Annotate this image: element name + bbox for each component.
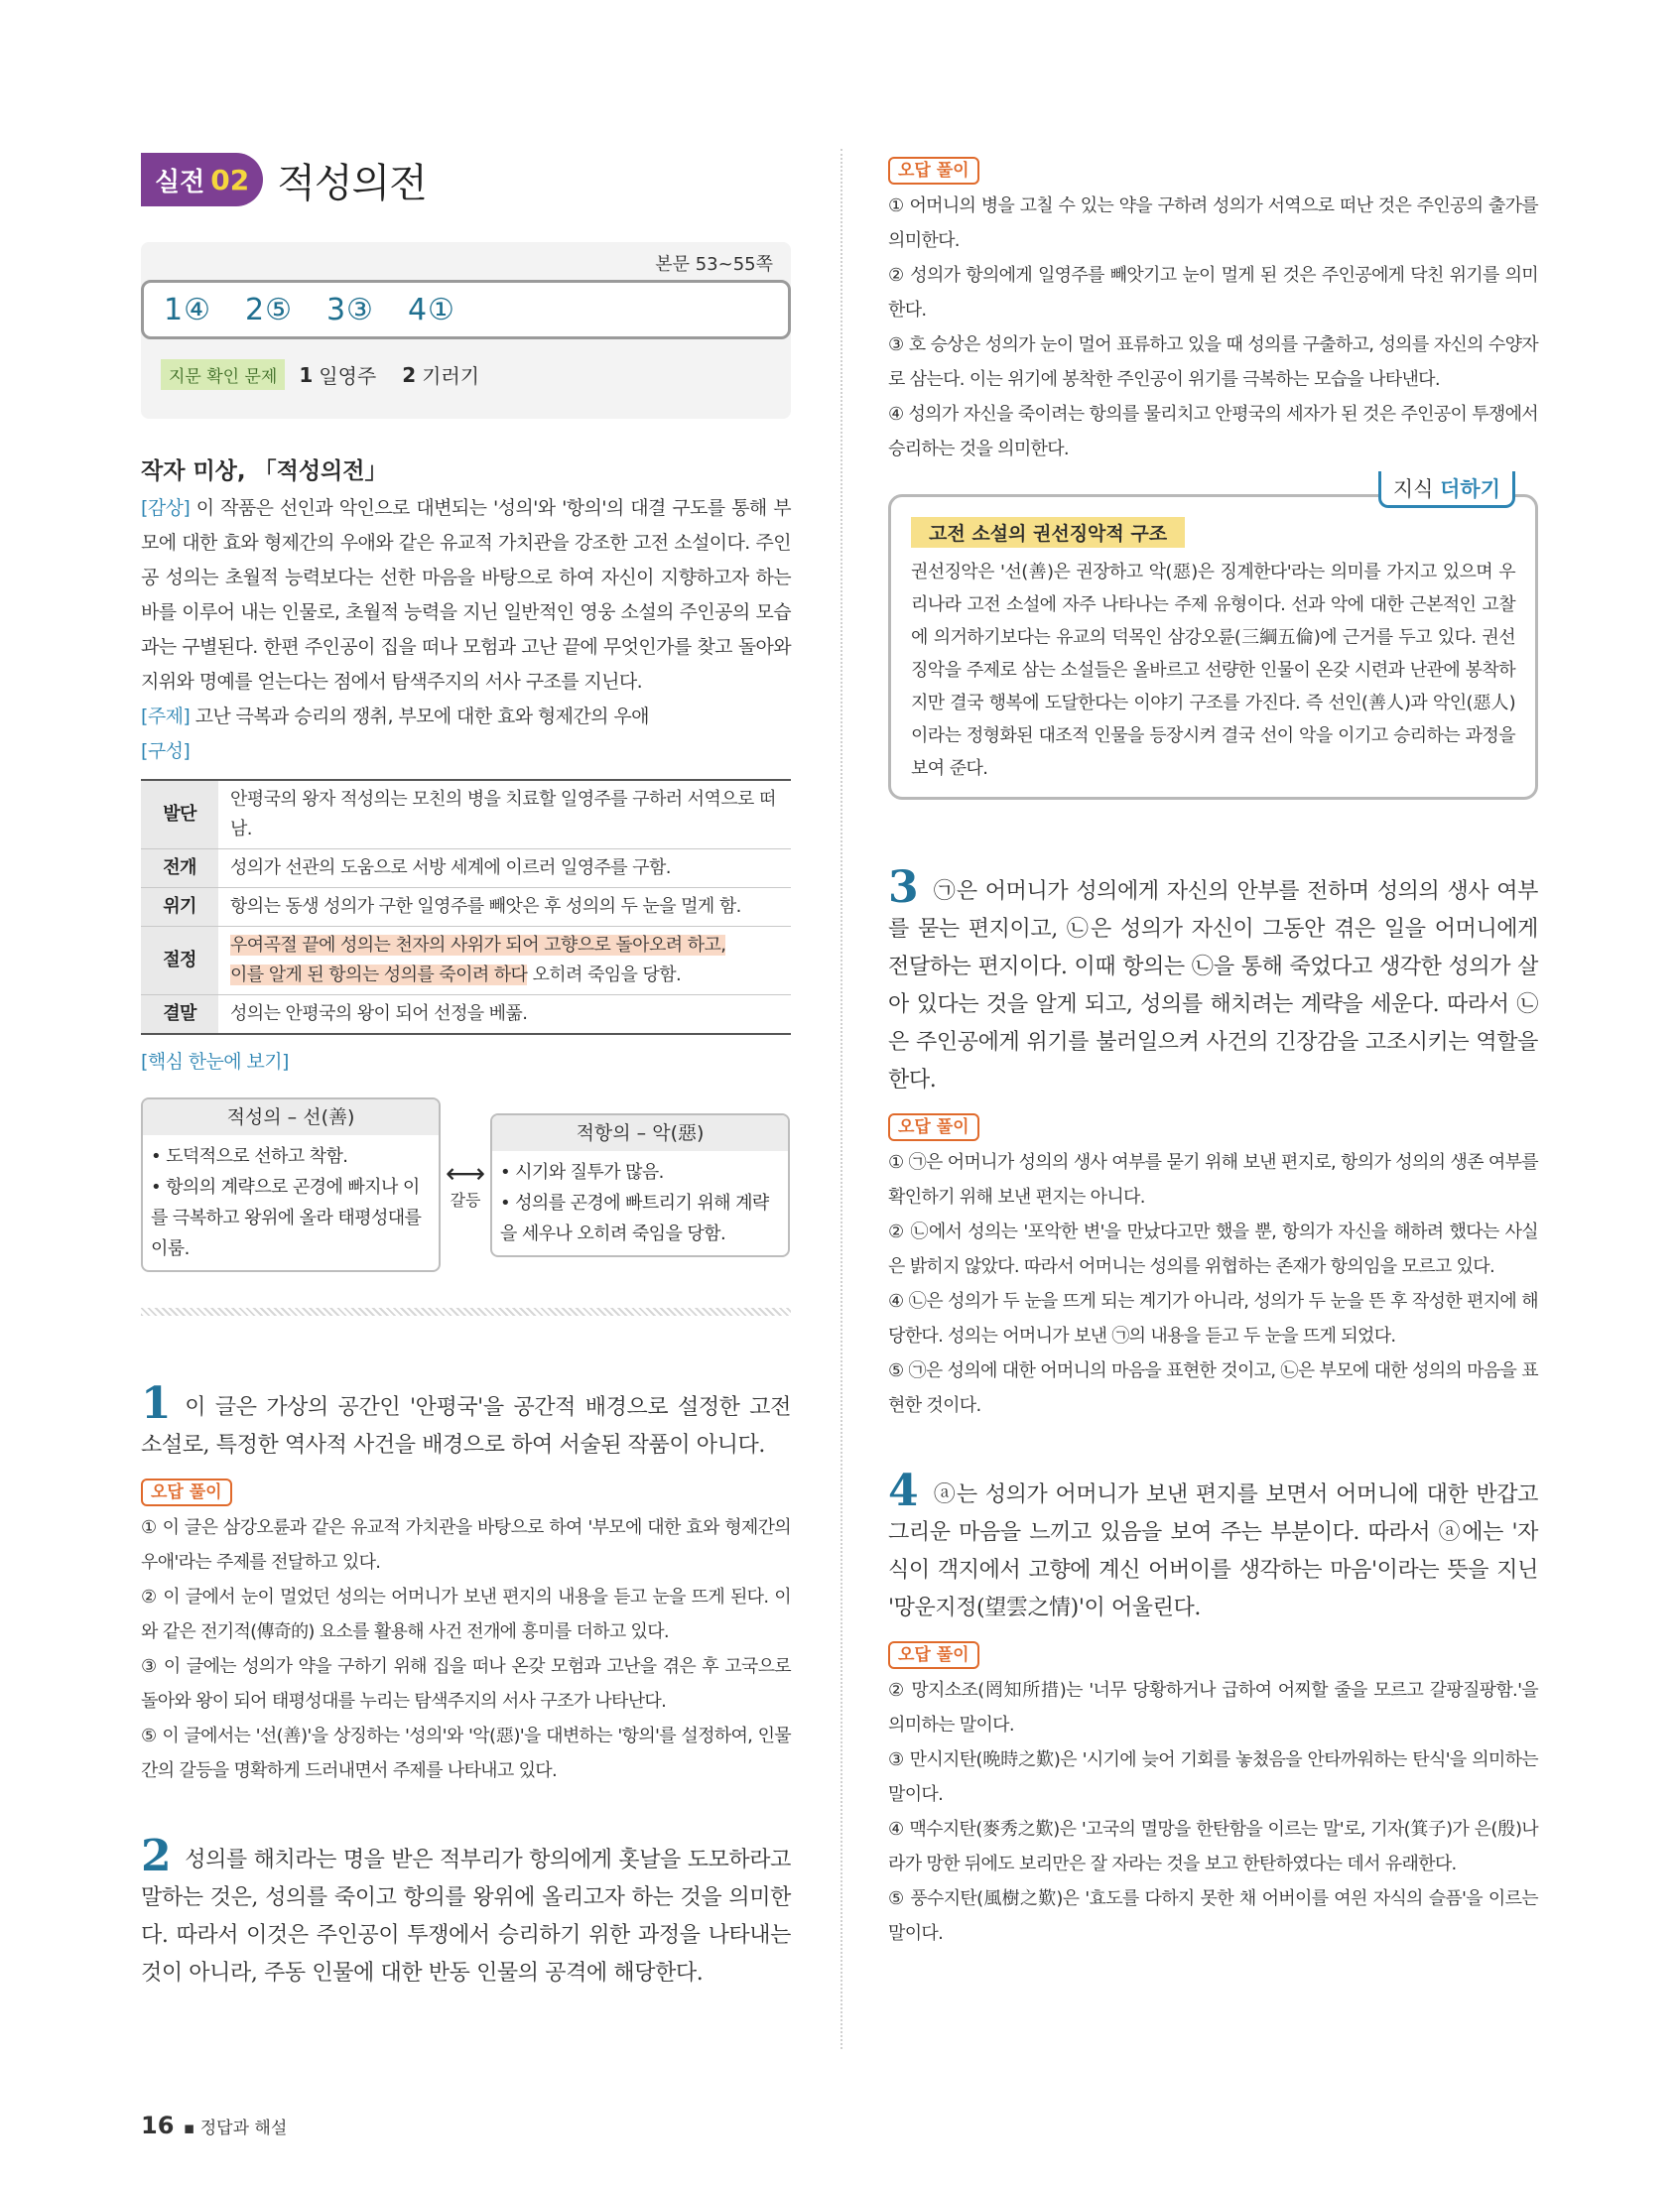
vocab-word: 기러기 bbox=[422, 364, 480, 388]
badge-number: 02 bbox=[210, 163, 250, 196]
plot-stage: 위기 bbox=[141, 888, 218, 927]
list-item: • 도덕적으로 선하고 착함. bbox=[151, 1146, 348, 1167]
antagonist-box bbox=[490, 1113, 790, 1257]
list-item: ⑤ 이 글에서는 '선(善)'을 상징하는 '성의'와 '악(惡)'을 대변하는 '항의'를 설정하여, 인물 간의 갈등을 명확하게 드러내면서 주제를 나타내고 있다. bbox=[141, 1726, 791, 1781]
highlight: 우여곡절 끝에 성의는 천자의 사위가 되어 고향으로 돌아오려 하고, bbox=[230, 935, 726, 956]
question-number: 3 bbox=[888, 862, 919, 913]
list-item: ③ 이 글에는 성의가 약을 구하기 위해 집을 떠나 온갖 모험과 고난을 겪은 후 고국으로 돌아와 왕이 되어 태평성대를 누리는 탐색주지의 서사 구조가 나타난다. bbox=[141, 1656, 791, 1712]
plot-stage: 전개 bbox=[141, 849, 218, 888]
section-header bbox=[141, 149, 791, 210]
question-number: 2 bbox=[141, 1831, 172, 1881]
list-item: ⑤ ㉠은 성의에 대한 어머니의 마음을 표현한 것이고, ㉡은 부모에 대한 성의의 마음을 표현한 것이다. bbox=[888, 1360, 1538, 1416]
section-separator bbox=[141, 1308, 791, 1316]
wrong-answer-tag: 오답 풀이 bbox=[888, 1113, 979, 1141]
theme-label: [주제] bbox=[141, 706, 191, 727]
theme-paragraph bbox=[141, 700, 791, 734]
column-divider bbox=[840, 149, 842, 2049]
list-item: ④ 성의가 자신을 죽이려는 항의를 물리치고 안평국의 세자가 된 것은 주인공이 투쟁에서 승리하는 것을 의미한다. bbox=[888, 404, 1538, 459]
plot-stage: 절정 bbox=[141, 927, 218, 995]
list-item: ① 이 글은 삼강오륜과 같은 유교적 가치관을 바탕으로 하여 '부모에 대한 효와 형제간의 우애'라는 주제를 전달하고 있다. bbox=[141, 1517, 791, 1573]
plot-text: 성의는 안평국의 왕이 되어 선정을 베풂. bbox=[218, 995, 791, 1035]
highlight: 이를 알게 된 항의는 성의를 죽이려 하다 bbox=[230, 965, 528, 985]
plot-table bbox=[141, 779, 791, 1035]
list-item: ② ㉡에서 성의는 '포악한 변'을 만났다고만 했을 뿐, 항의가 자신을 해하려 했다는 사실은 밝히지 않았다. 따라서 어머니는 성의를 위협하는 존재가 항의임을 모르고 있다. bbox=[888, 1222, 1538, 1277]
answer-box bbox=[141, 280, 791, 339]
wrong-answer-tag: 오답 풀이 bbox=[141, 1479, 232, 1506]
vocab-word: 일영주 bbox=[319, 364, 377, 388]
core-diagram bbox=[141, 1097, 791, 1272]
protagonist-title: 적성의 – 선(善) bbox=[143, 1099, 439, 1135]
conflict-marker bbox=[441, 1156, 490, 1211]
list-item: ⑤ 풍수지탄(風樹之歎)은 '효도를 다하지 못한 채 어버이를 여읜 자식의 슬픔'을 이르는 말이다. bbox=[888, 1888, 1538, 1944]
section-title: 적성의전 bbox=[277, 160, 427, 206]
q4-explanation: 4 ⓐ는 성의가 어머니가 보낸 편지를 보면서 어머니에 대한 반갑고 그리운 마음을 느끼고 있음을 보여 주는 부분이다. 따라서 ⓐ에는 '자식이 객지에서 고향에 계신 어버이를 생각하는 마음'이라는 뜻을 지닌 '망운지정(望雲之情)'이 어울린다. bbox=[888, 1466, 1538, 1620]
page-footer bbox=[141, 2112, 287, 2139]
q1-explanation: 1 이 글은 가상의 공간인 '안평국'을 공간적 배경으로 설정한 고전 소설로, 특정한 역사적 사건을 배경으로 하여 서술된 작품이 아니다. bbox=[141, 1378, 791, 1458]
double-arrow-icon: ⟷ bbox=[445, 1156, 486, 1190]
question-number: 4 bbox=[888, 1466, 919, 1516]
list-item: ③ 만시지탄(晩時之歎)은 '시기에 늦어 기회를 놓쳤음을 안타까워하는 탄식'을 의미하는 말이다. bbox=[888, 1749, 1538, 1805]
appreciation-text: 이 작품은 선인과 악인으로 대변되는 '성의'와 '항의'의 대결 구도를 통해 부모에 대한 효와 형제간의 우애와 같은 유교적 가치관을 강조한 고전 소설이다. 주인공 성의는 초월적 능력보다는 선한 마음을 바탕으로 하여 자신이 지향하고자 하는 바를 이루어 내는 인물로, 초월적 능력을 지닌 일반적인 영웅 소설의 주인공의 모습과는 구별된다. 한편 주인공이 집을 떠나 모험과 고난 끝에 무엇인가를 찾고 돌아와 지위와 명예를 얻는다는 점에서 탐색주지의 서사 구조를 지닌다. bbox=[141, 497, 791, 693]
left-column bbox=[141, 149, 791, 1993]
list-item: ④ ㉡은 성의가 두 눈을 뜨게 되는 계기가 아니라, 성의가 두 눈을 뜬 후 작성한 편지에 해당한다. 성의는 어머니가 보낸 ㉠의 내용을 듣고 두 눈을 뜨게 되었다. bbox=[888, 1291, 1538, 1347]
table-row bbox=[141, 995, 791, 1035]
bullet-icon: ▪ bbox=[183, 2119, 195, 2138]
q2-explanation: 2 성의를 해치라는 명을 받은 적부리가 항의에게 홋날을 도모하라고 말하는 것은, 성의를 죽이고 항의를 왕위에 올리고자 하는 것을 의미한다. 따라서 이것은 주인공이 투쟁에서 승리하기 위한 과정을 나타내는 것이 아니라, 주동 인물에 대한 반동 인물의 공격에 해당한다. bbox=[141, 1831, 791, 1986]
table-row bbox=[141, 927, 791, 995]
list-item: ② 망지소조(罔知所措)는 '너무 당황하거나 급하여 어찌할 줄을 모르고 갈팡질팡함.'을 의미하는 말이다. bbox=[888, 1680, 1538, 1736]
plot-stage: 발단 bbox=[141, 780, 218, 849]
badge-prefix: 실전 bbox=[155, 167, 205, 197]
plot-text: 항의는 동생 성의가 구한 일영주를 빼앗은 후 성의의 두 눈을 멀게 함. bbox=[218, 888, 791, 927]
conflict-label: 갈등 bbox=[450, 1190, 481, 1210]
list-item: ③ 호 승상은 성의가 눈이 멀어 표류하고 있을 때 성의를 구출하고, 성의를 자신의 수양자로 삼는다. 이는 위기에 봉착한 주인공이 위기를 극복하는 모습을 나타낸다. bbox=[888, 334, 1538, 390]
plot-text: 성의가 선관의 도움으로 서방 세계에 이르러 일영주를 구함. bbox=[218, 849, 791, 888]
wrong-answer-tag: 오답 풀이 bbox=[888, 1641, 979, 1669]
vocab-num: 1 bbox=[299, 362, 314, 387]
right-column bbox=[888, 149, 1538, 1951]
footer-text: 정답과 해설 bbox=[199, 2119, 288, 2138]
knowledge-tab: 지식 더하기 bbox=[1378, 471, 1515, 508]
table-row bbox=[141, 780, 791, 849]
appreciation-paragraph bbox=[141, 491, 791, 700]
antagonist-title: 적항의 – 악(惡) bbox=[492, 1115, 788, 1151]
work-title: 작자 미상, 「적성의전」 bbox=[141, 458, 388, 484]
list-item: ② 이 글에서 눈이 멀었던 성의는 어머니가 보낸 편지의 내용을 듣고 눈을 뜨게 된다. 이와 같은 전기적(傳奇的) 요소를 활용해 사건 전개에 흥미를 더하고 있다. bbox=[141, 1587, 791, 1642]
table-row bbox=[141, 849, 791, 888]
answer-item: 4① bbox=[407, 292, 455, 327]
vocab-check bbox=[161, 359, 505, 390]
table-row bbox=[141, 888, 791, 927]
answer-item: 3③ bbox=[325, 292, 374, 327]
list-item: • 성의를 곤경에 빠트리기 위해 계략을 세우나 오히려 죽임을 당함. bbox=[500, 1192, 769, 1244]
vocab-num: 2 bbox=[402, 362, 417, 387]
page-range: 본문 53~55쪽 bbox=[655, 254, 773, 275]
structure-label: [구성] bbox=[141, 740, 191, 762]
theme-text: 고난 극복과 승리의 쟁취, 부모에 대한 효와 형제간의 우애 bbox=[190, 706, 649, 727]
list-item: ④ 맥수지탄(麥秀之歎)은 '고국의 멸망을 한탄함을 이르는 말'로, 기자(箕子)가 은(殷)나라가 망한 뒤에도 보리만은 잘 자라는 것을 보고 한탄하였다는 데서 유래한다. bbox=[888, 1819, 1538, 1874]
list-item: ② 성의가 항의에게 일영주를 빼앗기고 눈이 멀게 된 것은 주인공에게 닥친 위기를 의미한다. bbox=[888, 265, 1538, 321]
vocab-tag: 지문 확인 문제 bbox=[161, 359, 285, 390]
knowledge-title: 고전 소설의 권선징악적 구조 bbox=[911, 517, 1185, 548]
question-number: 1 bbox=[141, 1378, 172, 1429]
page-number: 16 bbox=[141, 2112, 175, 2139]
q3-explanation: 3 ㉠은 어머니가 성의에게 자신의 안부를 전하며 성의의 생사 여부를 묻는 편지이고, ㉡은 성의가 자신이 그동안 겪은 일을 어머니에게 전달하는 편지이다. 이때 항의는 ㉡을 통해 죽었다고 생각한 성의가 살아 있다는 것을 알게 되고, 성의를 해치려는 계략을 세운다. 따라서 ㉡은 주인공에게 위기를 불러일으켜 사건의 긴장감을 고조시키는 역할을 한다. bbox=[888, 862, 1538, 1093]
plot-text-climax: 우여곡절 끝에 성의는 천자의 사위가 되어 고향으로 돌아오려 하고, 이를 알게 된 항의는 성의를 죽이려 하다 오히려 죽임을 당함. bbox=[218, 927, 791, 995]
knowledge-box bbox=[888, 477, 1538, 800]
answer-panel bbox=[141, 242, 791, 419]
list-item: • 항의의 계략으로 곤경에 빠지나 이를 극복하고 왕위에 올라 태평성대를 이룸. bbox=[151, 1177, 422, 1259]
list-item: • 시기와 질투가 많음. bbox=[500, 1161, 664, 1183]
wrong-answer-tag: 오답 풀이 bbox=[888, 157, 979, 185]
answer-item: 1④ bbox=[164, 292, 211, 327]
knowledge-text: 권선징악은 '선(善)은 권장하고 악(惡)은 징계한다'라는 의미를 가지고 있으며 우리나라 고전 소설에 자주 나타나는 주제 유형이다. 선과 악에 대한 근본적인 고찰에 의거하기보다는 유교의 덕목인 삼강오륜(三綱五倫)에 근거를 두고 있다. 권선징악을 주제로 삼는 소설들은 올바르고 선량한 인물이 온갖 시련과 난관에 봉착하지만 결국 행복에 도달한다는 이야기 구조를 가진다. 즉 선인(善人)과 악인(惡人)이라는 정형화된 대조적 인물을 등장시켜 결국 선이 악을 이기고 승리하는 과정을 보여 준다. bbox=[911, 562, 1515, 779]
answer-item: 2⑤ bbox=[244, 292, 293, 327]
section-badge bbox=[141, 153, 263, 206]
appreciation-label: [감상] bbox=[141, 497, 191, 519]
list-item: ① 어머니의 병을 고칠 수 있는 약을 구하려 성의가 서역으로 떠난 것은 주인공의 출가를 의미한다. bbox=[888, 195, 1538, 251]
protagonist-box bbox=[141, 1097, 441, 1272]
list-item: ① ㉠은 어머니가 성의의 생사 여부를 묻기 위해 보낸 편지로, 항의가 성의의 생존 여부를 확인하기 위해 보낸 편지는 아니다. bbox=[888, 1152, 1538, 1208]
plot-text: 안평국의 왕자 적성의는 모친의 병을 치료할 일영주를 구하러 서역으로 떠남. bbox=[218, 780, 791, 849]
plot-stage: 결말 bbox=[141, 995, 218, 1035]
core-label: [핵심 한눈에 보기] bbox=[141, 1051, 289, 1073]
